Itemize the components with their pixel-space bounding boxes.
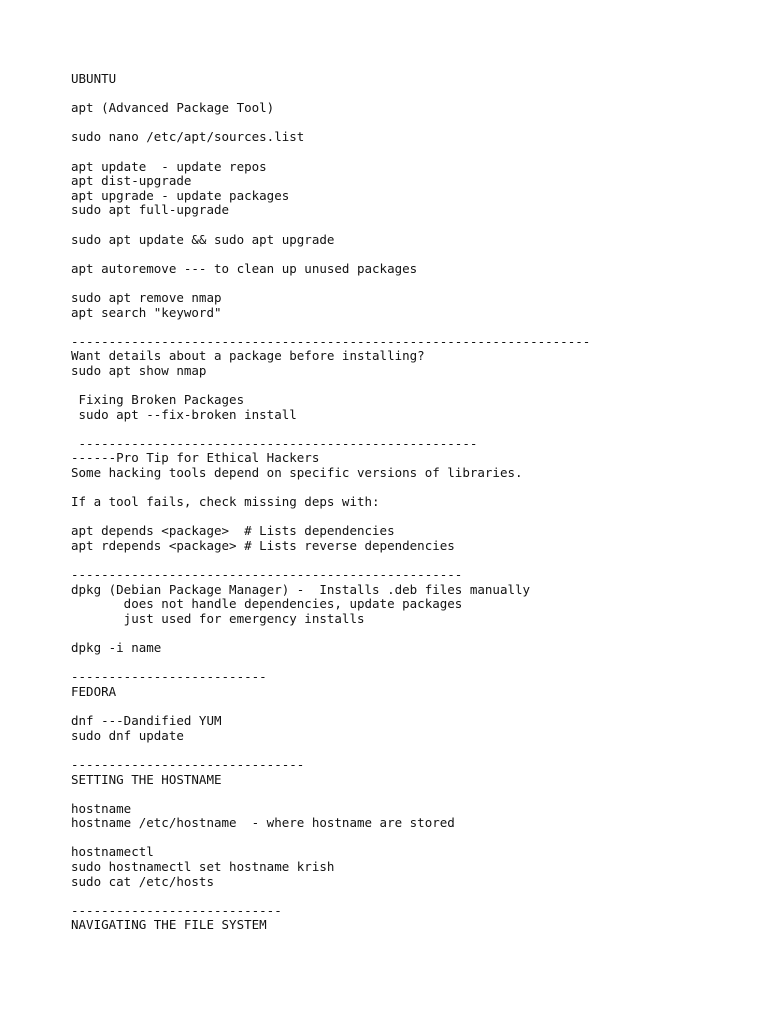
text-line: apt update - update repos <box>71 158 267 174</box>
text-line: FEDORA <box>71 683 117 699</box>
text-line: sudo apt remove nmap <box>71 289 222 305</box>
text-line: sudo apt show nmap <box>71 362 207 378</box>
blank-line <box>71 831 751 846</box>
separator-line: -------------------------- <box>71 669 267 685</box>
text-line: apt dist-upgrade <box>71 173 192 189</box>
blank-line <box>71 627 751 642</box>
text-line: sudo apt --fix-broken install <box>71 406 297 422</box>
text-line: dpkg -i name <box>71 640 162 656</box>
text-line: hostname /etc/hostname - where hostname are stored <box>71 815 455 831</box>
separator-line: --------------------------------------------------------------------- <box>71 333 591 349</box>
text-line: SETTING THE HOSTNAME <box>71 771 222 787</box>
blank-line <box>71 554 751 569</box>
text-line: hostname <box>71 800 132 816</box>
text-line: ------Pro Tip for Ethical Hackers <box>71 450 320 466</box>
blank-line <box>71 700 751 715</box>
blank-line <box>71 787 751 802</box>
text-line: sudo apt update && sudo apt upgrade <box>71 231 335 247</box>
text-line: sudo cat /etc/hosts <box>71 873 214 889</box>
text-line: hostnamectl <box>71 844 154 860</box>
text-line: NAVIGATING THE FILE SYSTEM <box>71 917 267 933</box>
blank-line <box>71 218 751 233</box>
blank-line <box>71 320 751 335</box>
blank-line <box>71 422 751 437</box>
separator-line: ----------------------------------------------------- <box>71 435 478 451</box>
text-line: dpkg (Debian Package Manager) - Installs .deb files manually <box>71 581 531 597</box>
text-line: Want details about a package before installing? <box>71 348 425 364</box>
text-line: apt (Advanced Package Tool) <box>71 100 275 116</box>
blank-line <box>71 743 751 758</box>
text-line: apt search "keyword" <box>71 304 222 320</box>
blank-line <box>71 145 751 160</box>
text-line: Fixing Broken Packages <box>71 392 245 408</box>
text-line: apt autoremove --- to clean up unused packages <box>71 260 418 276</box>
text-line: sudo dnf update <box>71 727 184 743</box>
text-line: UBUNTU <box>71 71 117 86</box>
blank-line <box>71 87 751 102</box>
text-line: just used for emergency installs <box>71 610 365 626</box>
blank-line <box>71 247 751 262</box>
separator-line: ---------------------------- <box>71 902 282 918</box>
text-line: apt depends <package> # Lists dependencies <box>71 523 395 539</box>
separator-line: ------------------------------- <box>71 756 305 772</box>
blank-line <box>71 510 751 525</box>
blank-line <box>71 656 751 671</box>
text-line: dnf ---Dandified YUM <box>71 713 222 729</box>
blank-line <box>71 889 751 904</box>
separator-line: ---------------------------------------------------- <box>71 567 463 583</box>
text-line: sudo hostnamectl set hostname krish <box>71 859 335 875</box>
blank-line <box>71 481 751 496</box>
blank-line <box>71 276 751 291</box>
blank-line <box>71 378 751 393</box>
text-line: sudo apt full-upgrade <box>71 202 230 218</box>
document-page <box>71 72 751 933</box>
text-line: apt rdepends <package> # Lists reverse dependencies <box>71 538 455 553</box>
text-line: sudo nano /etc/apt/sources.list <box>71 129 305 145</box>
text-line: apt upgrade - update packages <box>71 187 290 203</box>
text-line: does not handle dependencies, update packages <box>71 596 463 612</box>
blank-line <box>71 116 751 131</box>
text-line: If a tool fails, check missing deps with: <box>71 494 380 510</box>
text-line: Some hacking tools depend on specific versions of libraries. <box>71 465 523 481</box>
